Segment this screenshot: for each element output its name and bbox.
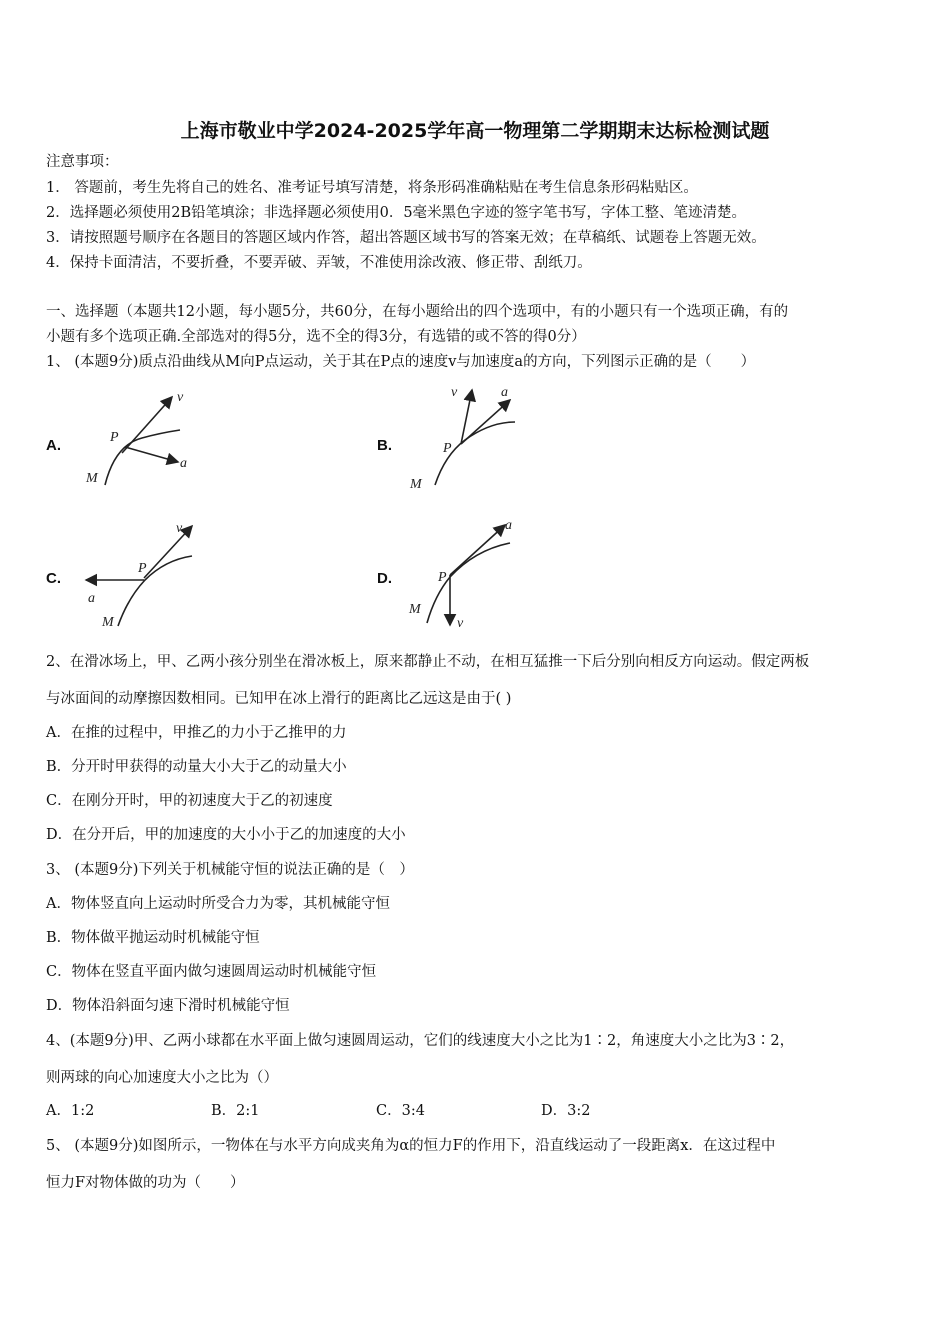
question-3: 3、 (本题9分)下列关于机械能守恒的说法正确的是（ ） bbox=[46, 862, 414, 878]
notice-item: 3．请按照题号顺序在各题目的答题区域内作答，超出答题区域书写的答案无效；在草稿纸、试题卷上答题无效。 bbox=[46, 230, 766, 246]
q4-option-d[interactable]: D．3:2 bbox=[541, 1103, 591, 1119]
acceleration-arrow bbox=[450, 525, 505, 575]
acceleration-label: a bbox=[88, 591, 95, 606]
question-4: 4、(本题9分)甲、乙两小球都在水平面上做匀速圆周运动，它们的线速度大小之比为1∶2，角速度大小之比为3∶2， bbox=[46, 1033, 795, 1049]
point-p-label: P bbox=[438, 570, 447, 585]
question-1: 1、 (本题9分)质点沿曲线从M向P点运动，关于其在P点的速度v与加速度a的方向，下列图示正确的是（ ） bbox=[46, 354, 756, 370]
point-p-label: P bbox=[138, 561, 147, 576]
notice-item: 1． 答题前，考生先将自己的姓名、准考证号填写清楚，将条形码准确粘贴在考生信息条形码粘贴区。 bbox=[46, 180, 698, 196]
q1-option-c-label[interactable]: C. bbox=[46, 570, 61, 587]
velocity-label: v bbox=[451, 385, 458, 400]
q2-option-c[interactable]: C．在刚分开时，甲的初速度大于乙的初速度 bbox=[46, 793, 333, 809]
acceleration-arrow bbox=[125, 447, 178, 462]
velocity-arrow bbox=[122, 397, 172, 453]
q2-option-b[interactable]: B．分开时甲获得的动量大小大于乙的动量大小 bbox=[46, 759, 347, 775]
q1-figure-a bbox=[80, 385, 210, 495]
notice-heading: 注意事项： bbox=[46, 154, 119, 170]
question-5-cont: 恒力F对物体做的功为（ ） bbox=[46, 1175, 245, 1191]
q1-option-b-label[interactable]: B. bbox=[377, 437, 392, 454]
q3-option-d[interactable]: D．物体沿斜面匀速下滑时机械能守恒 bbox=[46, 998, 290, 1014]
section-heading: 一、选择题（本题共12小题，每小题5分，共60分，在每小题给出的四个选项中，有的小题只有一个选项正确，有的 bbox=[46, 304, 789, 320]
q1-option-d-label[interactable]: D. bbox=[377, 570, 392, 587]
page-title: 上海市敬业中学2024-2025学年高一物理第二学期期末达标检测试题 bbox=[180, 120, 770, 142]
question-2-cont: 与冰面间的动摩擦因数相同。已知甲在冰上滑行的距离比乙远这是由于( ) bbox=[46, 691, 512, 707]
q4-option-a[interactable]: A．1:2 bbox=[46, 1103, 95, 1119]
question-5: 5、 (本题9分)如图所示，一物体在与水平方向成夹角为α的恒力F的作用下，沿直线运动了一段距离x．在这过程中 bbox=[46, 1138, 776, 1154]
point-m-label: M bbox=[409, 602, 421, 617]
notice-item: 4．保持卡面清洁，不要折叠，不要弄破、弄皱，不准使用涂改液、修正带、刮纸刀。 bbox=[46, 255, 592, 271]
q2-option-d[interactable]: D．在分开后，甲的加速度的大小小于乙的加速度的大小 bbox=[46, 827, 406, 843]
velocity-arrow bbox=[144, 526, 192, 578]
q3-option-b[interactable]: B．物体做平抛运动时机械能守恒 bbox=[46, 930, 260, 946]
q3-option-a[interactable]: A．物体竖直向上运动时所受合力为零，其机械能守恒 bbox=[46, 896, 390, 912]
acceleration-label: a bbox=[180, 456, 187, 471]
notice-item: 2．选择题必须使用2B铅笔填涂；非选择题必须使用0．5毫米黑色字迹的签字笔书写，字体工整、笔迹清楚。 bbox=[46, 205, 747, 221]
point-m-label: M bbox=[86, 471, 98, 486]
acceleration-label: a bbox=[501, 385, 508, 400]
q1-figure-c bbox=[80, 518, 210, 633]
q4-option-b[interactable]: B．2:1 bbox=[211, 1103, 260, 1119]
velocity-label: v bbox=[177, 390, 184, 405]
q3-option-c[interactable]: C．物体在竖直平面内做匀速圆周运动时机械能守恒 bbox=[46, 964, 377, 980]
velocity-label: v bbox=[176, 521, 183, 536]
section-heading-cont: 小题有多个选项正确.全部选对的得5分，选不全的得3分，有选错的或不答的得0分） bbox=[46, 329, 586, 345]
velocity-label: v bbox=[457, 616, 464, 631]
question-2: 2、在滑冰场上，甲、乙两小孩分别坐在滑冰板上，原来都静止不动，在相互猛推一下后分别向相反方向运动。假定两板 bbox=[46, 654, 810, 670]
point-p-label: P bbox=[110, 430, 119, 445]
q1-figure-d bbox=[405, 515, 535, 633]
question-4-cont: 则两球的向心加速度大小之比为（） bbox=[46, 1070, 278, 1086]
point-p-label: P bbox=[443, 441, 452, 456]
q2-option-a[interactable]: A．在推的过程中，甲推乙的力小于乙推甲的力 bbox=[46, 725, 347, 741]
point-m-label: M bbox=[410, 477, 422, 492]
point-m-label: M bbox=[102, 615, 114, 630]
q1-option-a-label[interactable]: A. bbox=[46, 437, 61, 454]
acceleration-label: a bbox=[505, 518, 512, 533]
q1-figure-b bbox=[405, 380, 535, 495]
q4-option-c[interactable]: C．3:4 bbox=[376, 1103, 425, 1119]
